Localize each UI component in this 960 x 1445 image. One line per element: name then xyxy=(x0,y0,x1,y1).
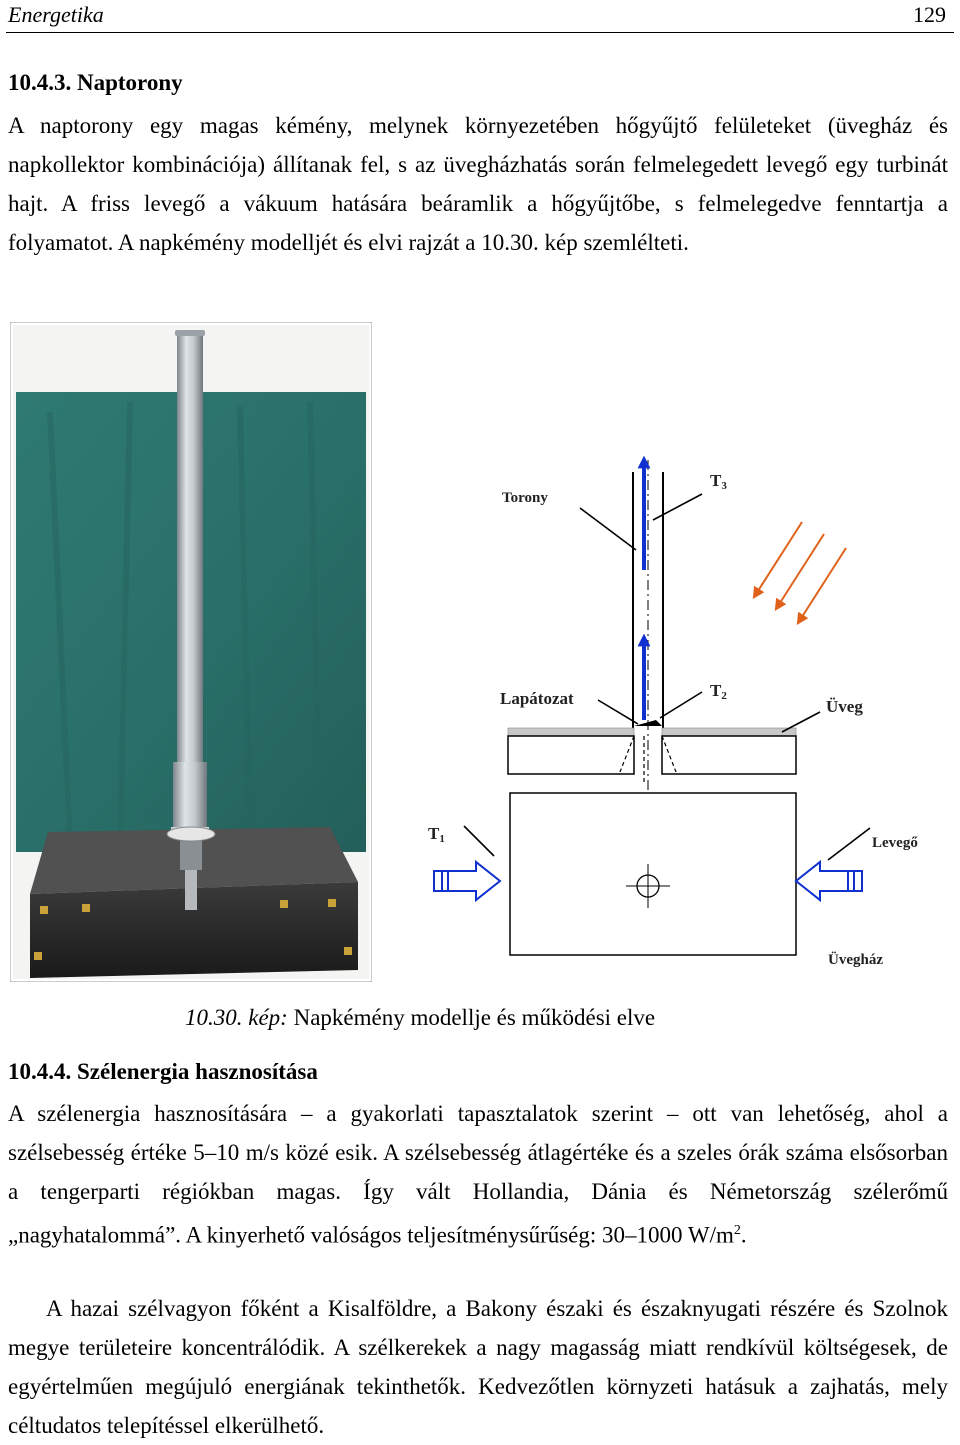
paragraph-szelenergia-2: A hazai szélvagyon főként a Kisalföldre, a Bakony északi és északnyugati részére és Szolnok megye területeire koncentrálódik. A szélkerekek a nagy magasság miatt rendkívül költségesek, de egyértelműen megújuló energiának tekinthetők. Kedvezőtlen környzeti hatásuk a zajhatás, mely céltudatos telepítéssel elkerülhető. xyxy=(8,1296,948,1438)
label-uveghaz: Üvegház xyxy=(828,952,883,968)
section-title-szelenergia: 10.4.4. Szélenergia hasznosítása xyxy=(8,1059,318,1084)
section-title-naptorony: 10.4.3. Naptorony xyxy=(8,70,183,95)
label-t3: T3 xyxy=(710,471,727,492)
caption-number: 10.30. kép: xyxy=(185,1005,288,1030)
paragraph-szelenergia-1-text: A szélenergia hasznosítására – a gyakorlati tapasztalatok szerint – ott van lehetőség, ahol a szélsebesség értéke 5–10 m/s közé esik. A szélsebesség átlagértéke és a szeles órák száma elsősorban a tengerparti régiókban magas. Így vált Hollandia, Dánia és Németország szélerőmű „nagyhatalommá”. A kinyerhető valóságos teljesítménysűrűség: 30–1000 W/m xyxy=(8,1101,948,1248)
label-torony: Torony xyxy=(502,490,548,506)
running-header-title: Energetika xyxy=(8,2,104,27)
unit-superscript: 2 xyxy=(733,1223,741,1238)
label-t1: T1 xyxy=(428,824,445,845)
header-rule xyxy=(6,32,954,33)
paragraph-szelenergia-1 xyxy=(8,1094,948,1255)
air-inlet-arrow-right xyxy=(796,862,862,900)
caption-text: Napkémény modellje és működési elve xyxy=(287,1005,656,1030)
solar-chimney-model-photo xyxy=(10,322,372,982)
figure-caption xyxy=(185,1005,655,1031)
air-inlet-arrow-left xyxy=(434,862,500,900)
label-levego: Levegő xyxy=(872,835,918,851)
label-uveg: Üveg xyxy=(826,697,863,716)
paragraph-szelenergia-1-end: . xyxy=(740,1222,747,1248)
paragraph-naptorony: A naptorony egy magas kémény, melynek környezetében hőgyűjtő felületeket (üvegház és napkollektor kombinációja) állítanak fel, s az üvegházhatás során felmelegedett levegő egy turbinát hajt. A friss levegő a vákuum hatására beáramlik a hőgyűjtőbe, s felmelegedve fenntartja a folyamatot. A napkémény modelljét és elvi rajzát a 10.30. kép szemlélteti. xyxy=(8,113,948,255)
solar-chimney-principle-diagram xyxy=(420,450,920,990)
page-number: 129 xyxy=(913,2,946,27)
label-t2: T2 xyxy=(710,681,727,702)
label-lapatozat: Lapátozat xyxy=(500,689,574,708)
